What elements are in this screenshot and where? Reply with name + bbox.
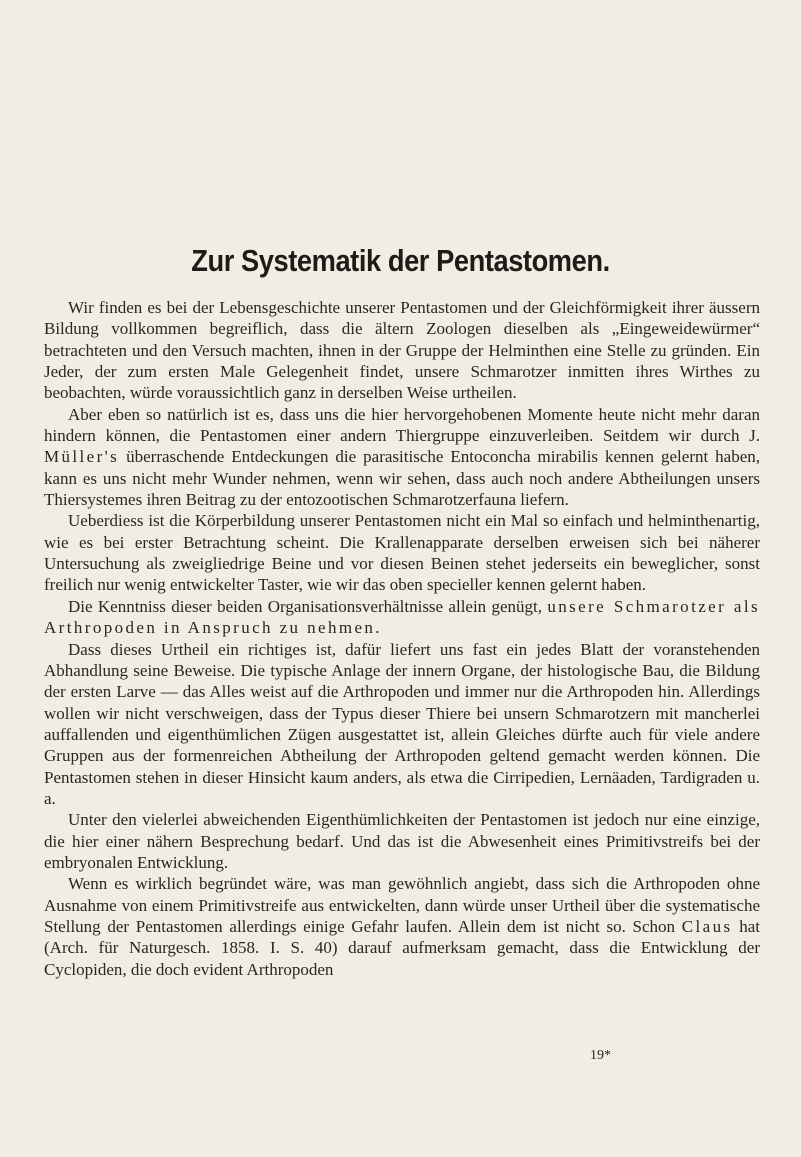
emphasized-statement: unsere Schmarotzer als Arthropoden in Anspruch zu nehmen. bbox=[44, 596, 760, 638]
paragraph-7 bbox=[44, 873, 760, 980]
paragraph-6: Unter den vielerlei abweichenden Eigenthümlichkeiten der Pentastomen ist jedoch nur eine einzige, die hier einer nähern Besprechung bedarf. Und das ist die Abwesenheit eines Primitivstreifs bei der embryonalen Entwicklung. bbox=[44, 810, 760, 872]
paragraph-3: Ueberdiess ist die Körperbildung unserer Pentastomen nicht ein Mal so einfach und helminthenartig, wie es bei erster Betrachtung scheint. Die Krallenapparate derselben erweisen sich bei näherer Untersuchung als zweigliedrige Beine und vor diesen Beinen stehet jederseits ein beweglicher, sonst freilich nur wenig entwickelter Taster, wie wir das oben specieller kennen gelernt haben. bbox=[44, 511, 760, 595]
paragraph-4 bbox=[44, 596, 760, 639]
paragraph-7-text-b: hat (Arch. für Naturgesch. 1858. I. S. 40) darauf aufmerksam gemacht, dass die Entwicklung der Cyclopiden, die doch evident Arthropoden bbox=[44, 916, 760, 979]
body-text bbox=[44, 297, 760, 980]
paragraph-7-text-a: Wenn es wirklich begründet wäre, was man gewöhnlich angiebt, dass sich die Arthropoden ohne Ausnahme von einem Primitivstreife aus entwickelten, dann würde unser Urtheil über die systematische Stellung der Pentastomen allerdings einige Gefahr laufen. Allein dem ist nicht so. Schon bbox=[44, 874, 760, 936]
author-name-claus: Claus bbox=[681, 916, 733, 936]
author-name-mueller: Müller's bbox=[44, 447, 120, 467]
paragraph-4-text-a: Die Kenntniss dieser beiden Organisationsverhältnisse allein genügt, bbox=[68, 596, 548, 616]
page-title: Zur Systematik der Pentastomen. bbox=[191, 242, 610, 278]
paragraph-5: Dass dieses Urtheil ein richtiges ist, dafür liefert uns fast ein jedes Blatt der voranstehenden Abhandlung seine Beweise. Die typische Anlage der innern Organe, der histologische Bau, die Bildung der ersten Larve — das Alles weist auf die Arthropoden und immer nur die Arthropoden hin. Allerdings wollen wir nicht verschweigen, dass der Typus dieser Thiere bei unsern Schmarotzern mit mancherlei auffallenden und eigenthümlichen Zügen ausgestattet ist, allein Gleiches dürfte auch für viele andere Gruppen aus der formenreichen Abtheilung der Arthropoden geltend gemacht werden können. Die Pentastomen stehen in dieser Hinsicht kaum anders, als etwa die Cirripedien, Lernäaden, Tardigraden u. a. bbox=[44, 639, 760, 808]
printer-signature: 19* bbox=[590, 1048, 611, 1063]
paragraph-2 bbox=[44, 404, 760, 511]
paragraph-2-text-a: Aber eben so natürlich ist es, dass uns die hier hervorgehobenen Momente heute nicht mehr daran hindern können, die Pentastomen einer andern Thiergruppe einzuverleiben. Seitdem wir durch J. bbox=[44, 404, 760, 446]
paragraph-1: Wir finden es bei der Lebensgeschichte unserer Pentastomen und der Gleichförmigkeit ihrer äussern Bildung vollkommen begreiflich, dass die ältern Zoologen dieselben als „Eingeweidewürmer“ betrachteten und den Versuch machten, ihnen in der Gruppe der Helminthen eine Stelle zu gründen. Ein Jeder, der zum ersten Male Gelegenheit findet, unsere Schmarotzer inmitten ihres Wirthes zu beobachten, würde voraussichtlich ganz in derselben Weise urtheilen. bbox=[44, 298, 760, 403]
paragraph-2-text-b: überraschende Entdeckungen die parasitische Entoconcha mirabilis kennen gelernt haben, kann es uns nicht mehr Wunder nehmen, wenn wir sehen, dass auch noch andere Abtheilungen unsers Thiersystemes ihren Beitrag zu der entozootischen Schmarotzerfauna liefern. bbox=[44, 447, 760, 510]
